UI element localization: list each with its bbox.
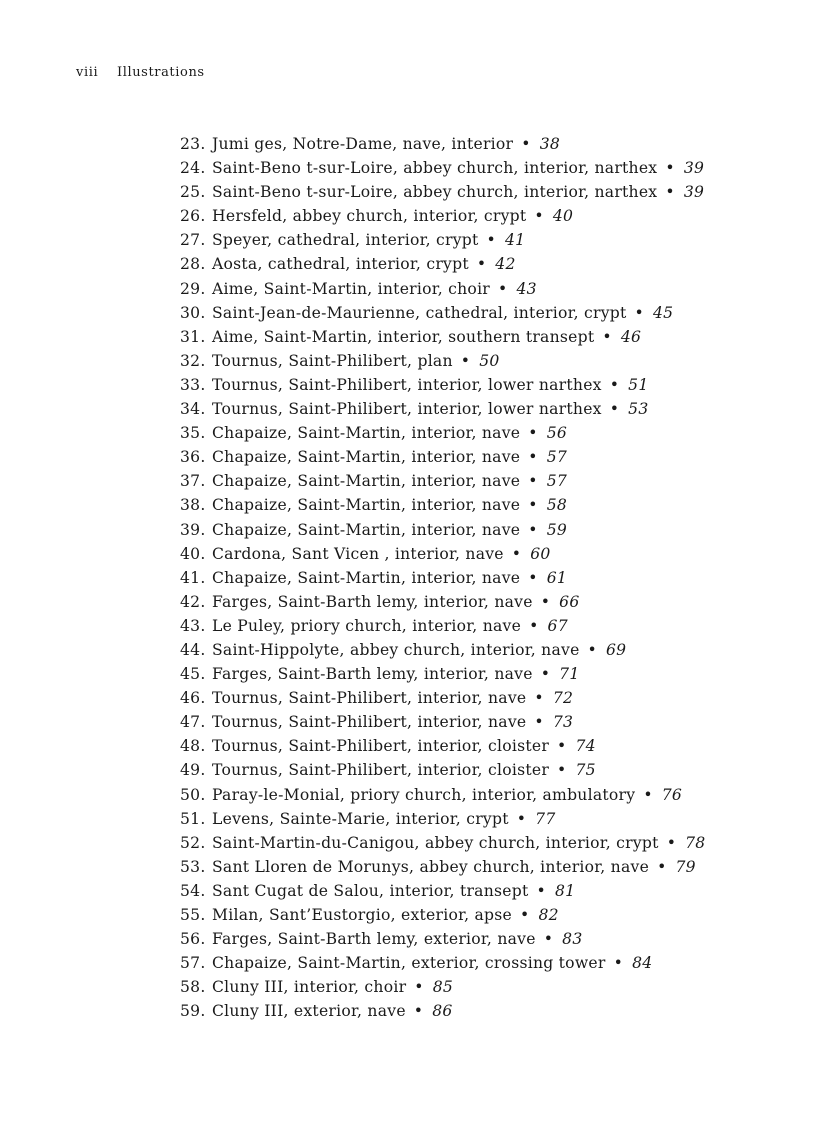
- list-item: [180, 325, 705, 349]
- entry-number: 28.: [180, 255, 206, 274]
- bullet-separator: •: [516, 809, 527, 828]
- entry-number: 47.: [180, 713, 206, 732]
- entry-number: 58.: [180, 978, 206, 997]
- list-item: [180, 156, 705, 180]
- entry-caption: Farges, Saint-Barth lemy, interior, nave: [212, 592, 533, 611]
- bullet-separator: •: [540, 665, 551, 684]
- running-head-title: Illustrations: [116, 65, 205, 80]
- entry-page-number: 51: [628, 375, 649, 394]
- list-item: [180, 132, 705, 156]
- bullet-separator: •: [414, 978, 424, 997]
- entry-caption: Farges, Saint-Barth lemy, exterior, nave: [212, 930, 536, 949]
- entry-page-number: 39: [683, 183, 705, 202]
- list-item: [180, 349, 705, 373]
- entry-page-number: 43: [516, 279, 537, 298]
- entry-caption: Milan, Sant’Eustorgio, exterior, apse: [212, 906, 513, 924]
- entry-number: 53.: [180, 857, 206, 876]
- bullet-separator: •: [413, 1002, 424, 1021]
- entry-page-number: 56: [546, 424, 568, 443]
- entry-number: 56.: [180, 930, 206, 949]
- entry-number: 38.: [180, 496, 206, 515]
- entry-page-number: 74: [575, 737, 596, 756]
- entry-page-number: 60: [530, 544, 551, 563]
- entry-page-number: 61: [546, 568, 568, 587]
- entry-page-number: 41: [505, 231, 526, 250]
- entry-caption: Chapaize, Saint-Martin, interior, nave: [212, 472, 521, 491]
- entry-page-number: 86: [432, 1002, 453, 1021]
- entry-page-number: 75: [575, 761, 596, 780]
- list-item: [180, 228, 705, 252]
- entry-number: 26.: [180, 207, 206, 226]
- list-item: [180, 927, 705, 951]
- bullet-separator: •: [543, 930, 554, 949]
- entry-caption: Aime, Saint-Martin, interior, southern transept: [212, 327, 595, 346]
- entry-page-number: 73: [552, 713, 574, 732]
- entry-caption: Chapaize, Saint-Martin, interior, nave: [212, 496, 521, 515]
- bullet-separator: •: [528, 520, 538, 539]
- entry-page-number: 71: [559, 665, 580, 684]
- list-item: [180, 252, 705, 276]
- entry-page-number: 38: [539, 135, 561, 153]
- bullet-separator: •: [534, 713, 544, 732]
- entry-caption: Sant Lloren de Morunys, abbey church, interior, nave: [212, 857, 650, 876]
- entry-page-number: 59: [546, 520, 568, 539]
- entry-number: 50.: [180, 785, 206, 804]
- list-item: [180, 638, 705, 662]
- bullet-separator: •: [643, 785, 653, 804]
- entry-page-number: 76: [661, 785, 683, 804]
- bullet-separator: •: [613, 954, 624, 973]
- list-item: [180, 710, 705, 734]
- entry-number: 54.: [180, 881, 206, 900]
- entry-caption: Aime, Saint-Martin, interior, choir: [212, 279, 491, 298]
- entry-page-number: 45: [652, 303, 674, 322]
- list-item: [180, 445, 705, 469]
- entry-caption: Jumi ges, Notre-Dame, nave, interior: [212, 135, 514, 153]
- entry-caption: Tournus, Saint-Philibert, interior, cloister: [212, 761, 550, 780]
- entry-number: 25.: [180, 183, 206, 202]
- bullet-separator: •: [536, 881, 546, 900]
- list-item: [180, 493, 705, 517]
- entry-page-number: 53: [628, 400, 649, 419]
- list-item: [180, 951, 705, 975]
- list-item: [180, 277, 705, 301]
- entry-number: 39.: [180, 520, 206, 539]
- entry-page-number: 72: [552, 689, 574, 708]
- list-item: [180, 831, 705, 855]
- entry-caption: Cluny III, interior, choir: [212, 978, 407, 997]
- entry-caption: Speyer, cathedral, interior, crypt: [212, 231, 479, 250]
- entry-caption: Chapaize, Saint-Martin, interior, nave: [212, 520, 521, 539]
- bullet-separator: •: [665, 159, 675, 178]
- list-item: [180, 542, 705, 566]
- entry-number: 34.: [180, 400, 206, 419]
- entry-caption: Aosta, cathedral, interior, crypt: [212, 255, 469, 274]
- entry-caption: Cardona, Sant Vicen , interior, nave: [212, 544, 504, 563]
- bullet-separator: •: [602, 327, 612, 346]
- page-number: viii: [76, 65, 99, 80]
- bullet-separator: •: [666, 833, 677, 852]
- entry-number: 41.: [180, 568, 206, 587]
- entry-page-number: 85: [432, 978, 454, 997]
- bullet-separator: •: [587, 640, 597, 659]
- entry-page-number: 83: [562, 930, 583, 949]
- list-item: [180, 469, 705, 493]
- entry-caption: Chapaize, Saint-Martin, exterior, crossing tower: [212, 954, 606, 973]
- bullet-separator: •: [529, 616, 539, 635]
- entry-caption: Tournus, Saint-Philibert, interior, cloister: [212, 737, 550, 756]
- bullet-separator: •: [528, 496, 538, 515]
- entry-number: 48.: [180, 737, 206, 756]
- entry-number: 44.: [180, 640, 206, 659]
- entry-caption: Tournus, Saint-Philibert, interior, nave: [212, 713, 527, 732]
- bullet-separator: •: [557, 761, 567, 780]
- entry-caption: Tournus, Saint-Philibert, interior, lower narthex: [212, 375, 602, 394]
- bullet-separator: •: [609, 400, 620, 419]
- entry-page-number: 78: [685, 833, 706, 852]
- entry-number: 46.: [180, 689, 206, 708]
- entry-caption: Saint-Martin-du-Canigou, abbey church, interior, crypt: [212, 833, 659, 852]
- list-item: [180, 590, 705, 614]
- list-item: [180, 783, 705, 807]
- entry-number: 35.: [180, 424, 206, 443]
- list-item: [180, 686, 705, 710]
- entry-caption: Sant Cugat de Salou, interior, transept: [212, 881, 529, 900]
- entry-page-number: 46: [620, 327, 642, 346]
- bullet-separator: •: [528, 448, 538, 467]
- entry-page-number: 69: [606, 640, 627, 659]
- entry-caption: Levens, Sainte-Marie, interior, crypt: [212, 809, 509, 828]
- entry-number: 24.: [180, 159, 206, 178]
- entry-page-number: 67: [547, 616, 568, 635]
- bullet-separator: •: [520, 906, 530, 924]
- entry-number: 45.: [180, 665, 206, 684]
- entry-number: 51.: [180, 809, 206, 828]
- entry-number: 36.: [180, 448, 206, 467]
- entry-page-number: 66: [559, 592, 580, 611]
- bullet-separator: •: [476, 255, 487, 274]
- entry-page-number: 77: [535, 809, 556, 828]
- entry-number: 40.: [180, 544, 206, 563]
- entry-number: 55.: [180, 906, 206, 924]
- bullet-separator: •: [634, 303, 644, 322]
- bullet-separator: •: [528, 424, 538, 443]
- bullet-separator: •: [511, 544, 522, 563]
- entry-caption: Chapaize, Saint-Martin, interior, nave: [212, 424, 521, 443]
- bullet-separator: •: [540, 592, 551, 611]
- list-item: [180, 566, 705, 590]
- list-item: [180, 301, 705, 325]
- entry-number: 42.: [180, 592, 206, 611]
- entry-caption: Cluny III, exterior, nave: [212, 1002, 406, 1021]
- entry-number: 31.: [180, 327, 206, 346]
- bullet-separator: •: [486, 231, 496, 250]
- entry-number: 23.: [180, 135, 206, 153]
- entry-page-number: 40: [552, 207, 574, 226]
- entry-caption: Paray-le-Monial, priory church, interior, ambulatory: [212, 785, 636, 804]
- list-item: [180, 180, 705, 204]
- entry-page-number: 84: [632, 954, 653, 973]
- list-item: [180, 903, 705, 927]
- illustration-list: [180, 132, 705, 1023]
- entry-page-number: 82: [538, 906, 559, 924]
- entry-number: 43.: [180, 616, 206, 635]
- list-item: [180, 397, 705, 421]
- entry-caption: Saint-Beno t-sur-Loire, abbey church, interior, narthex: [212, 183, 658, 202]
- entry-number: 27.: [180, 231, 206, 250]
- list-item: [180, 373, 705, 397]
- bullet-separator: •: [528, 472, 538, 491]
- entry-page-number: 39: [683, 159, 705, 178]
- entry-number: 59.: [180, 1002, 206, 1021]
- entry-number: 33.: [180, 375, 206, 394]
- entry-page-number: 57: [546, 472, 568, 491]
- entry-page-number: 81: [554, 881, 576, 900]
- list-item: [180, 807, 705, 831]
- bullet-separator: •: [460, 351, 471, 370]
- entry-number: 32.: [180, 351, 206, 370]
- entry-caption: Saint-Beno t-sur-Loire, abbey church, interior, narthex: [212, 159, 658, 178]
- entry-caption: Tournus, Saint-Philibert, interior, nave: [212, 689, 527, 708]
- bullet-separator: •: [534, 689, 544, 708]
- entry-page-number: 50: [479, 351, 500, 370]
- running-head: [76, 65, 205, 80]
- bullet-separator: •: [521, 135, 531, 153]
- list-item: [180, 855, 705, 879]
- list-item: [180, 758, 705, 782]
- list-item: [180, 662, 705, 686]
- bullet-separator: •: [498, 279, 508, 298]
- list-item: [180, 204, 705, 228]
- entry-number: 57.: [180, 954, 206, 973]
- entry-page-number: 79: [675, 857, 696, 876]
- bullet-separator: •: [657, 857, 667, 876]
- entry-caption: Chapaize, Saint-Martin, interior, nave: [212, 568, 521, 587]
- bullet-separator: •: [557, 737, 567, 756]
- entry-number: 29.: [180, 279, 206, 298]
- entry-caption: Farges, Saint-Barth lemy, interior, nave: [212, 665, 533, 684]
- list-item: [180, 614, 705, 638]
- entry-number: 49.: [180, 761, 206, 780]
- entry-caption: Tournus, Saint-Philibert, plan: [212, 351, 453, 370]
- entry-caption: Hersfeld, abbey church, interior, crypt: [212, 207, 527, 226]
- entry-number: 37.: [180, 472, 206, 491]
- entry-page-number: 57: [546, 448, 568, 467]
- list-item: [180, 975, 705, 999]
- entry-caption: Le Puley, priory church, interior, nave: [212, 616, 522, 635]
- bullet-separator: •: [665, 183, 675, 202]
- entry-number: 52.: [180, 833, 206, 852]
- bullet-separator: •: [528, 568, 538, 587]
- list-item: [180, 999, 705, 1023]
- entry-number: 30.: [180, 303, 206, 322]
- list-item: [180, 734, 705, 758]
- entry-caption: Saint-Jean-de-Maurienne, cathedral, interior, crypt: [212, 303, 627, 322]
- entry-caption: Saint-Hippolyte, abbey church, interior, nave: [212, 640, 580, 659]
- entry-page-number: 42: [495, 255, 516, 274]
- list-item: [180, 879, 705, 903]
- bullet-separator: •: [609, 375, 620, 394]
- entry-caption: Tournus, Saint-Philibert, interior, lower narthex: [212, 400, 602, 419]
- entry-caption: Chapaize, Saint-Martin, interior, nave: [212, 448, 521, 467]
- list-item: [180, 421, 705, 445]
- bullet-separator: •: [534, 207, 544, 226]
- list-item: [180, 518, 705, 542]
- entry-page-number: 58: [546, 496, 568, 515]
